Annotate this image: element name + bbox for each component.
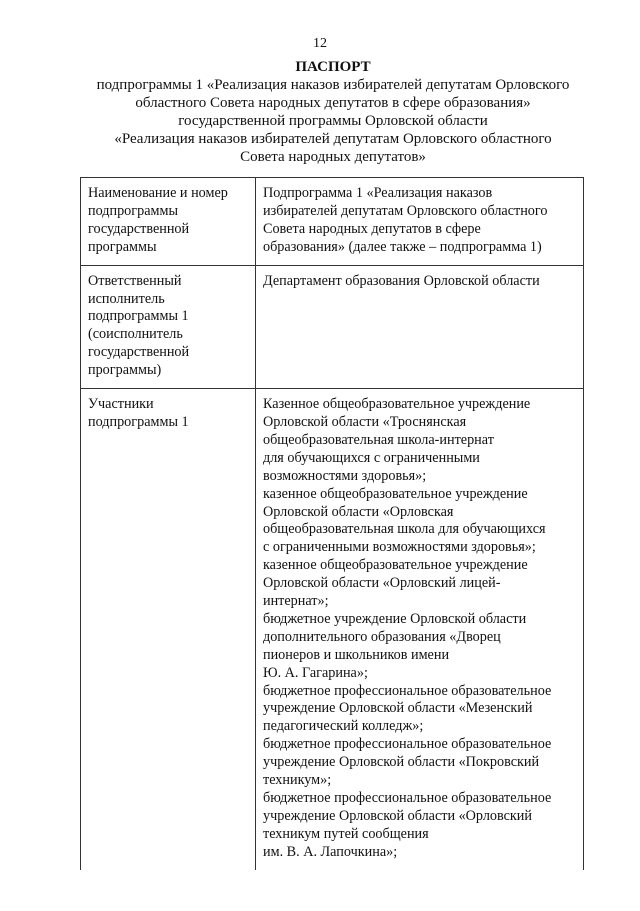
value-line: бюджетное профессиональное образовательное <box>263 790 552 806</box>
value-line: возможностями здоровья»; <box>263 467 427 484</box>
subtitle-line: областного Совета народных депутатов в сфере образования» <box>135 95 531 111</box>
value-line: Казенное общеобразовательное учреждение <box>263 396 531 413</box>
row-value <box>256 265 584 388</box>
value-line: Департамент образования Орловской области <box>263 272 540 289</box>
subtitle-line: государственной программы Орловской области <box>178 113 488 129</box>
value-line: избирателей депутатам Орловского областного <box>263 202 548 219</box>
row-label: Наименование и номер подпрограммы государственной программы <box>81 178 256 266</box>
subtitle-line: подпрограммы 1 «Реализация наказов избирателей депутатам Орловского <box>96 77 570 93</box>
row-value <box>256 389 584 870</box>
value-line: бюджетное профессиональное образовательное <box>263 682 552 699</box>
document-heading <box>60 58 606 166</box>
table-row <box>81 265 584 388</box>
value-line: Ю. А. Гагарина»; <box>263 664 368 681</box>
value-line: для обучающихся с ограниченными <box>263 449 480 466</box>
value-line: педагогический колледж»; <box>263 718 424 735</box>
subtitle-line: «Реализация наказов избирателей депутатам Орловского областного <box>114 131 552 147</box>
value-line: Орловской области «Орловская <box>263 503 454 520</box>
value-line: казенное общеобразовательное учреждение <box>263 485 528 502</box>
value-line: интернат»; <box>263 593 329 610</box>
page-number: 12 <box>313 36 327 51</box>
value-line: учреждение Орловской области «Мезенский <box>263 700 533 717</box>
table-row <box>81 389 584 870</box>
row-value <box>256 178 584 266</box>
value-line: техникум»; <box>263 772 332 789</box>
value-line: бюджетное профессиональное образовательное <box>263 736 552 753</box>
value-line: бюджетное учреждение Орловской области <box>263 610 527 627</box>
value-line: Совета народных депутатов в сфере <box>263 220 481 237</box>
value-line: им. В. А. Лапочкина»; <box>263 843 398 860</box>
value-line: пионеров и школьников имени <box>263 646 450 663</box>
value-line: техникум путей сообщения <box>263 825 429 842</box>
value-line: учреждение Орловской области «Покровский <box>263 754 540 771</box>
value-line: с ограниченными возможностями здоровья»; <box>263 539 536 556</box>
value-line: Орловской области «Троснянская <box>263 413 467 430</box>
value-line: дополнительного образования «Дворец <box>263 628 501 645</box>
row-label: Участники подпрограммы 1 <box>81 389 256 870</box>
subtitle-line: Совета народных депутатов» <box>240 149 426 165</box>
row-label: Ответственный исполнитель подпрограммы 1 (соисполнитель государственной программы) <box>81 265 256 388</box>
passport-table <box>80 177 584 870</box>
value-line: учреждение Орловской области «Орловский <box>263 807 532 824</box>
value-line: общеобразовательная школа для обучающихся <box>263 521 546 538</box>
value-line: Орловской области «Орловский лицей- <box>263 575 501 592</box>
value-line: Подпрограмма 1 «Реализация наказов <box>263 185 493 201</box>
value-line: образования» (далее также – подпрограмма 1) <box>263 238 542 255</box>
value-line: общеобразовательная школа-интернат <box>263 431 494 448</box>
document-title: ПАСПОРТ <box>295 59 371 75</box>
table-row <box>81 178 584 266</box>
value-line: казенное общеобразовательное учреждение <box>263 557 528 574</box>
